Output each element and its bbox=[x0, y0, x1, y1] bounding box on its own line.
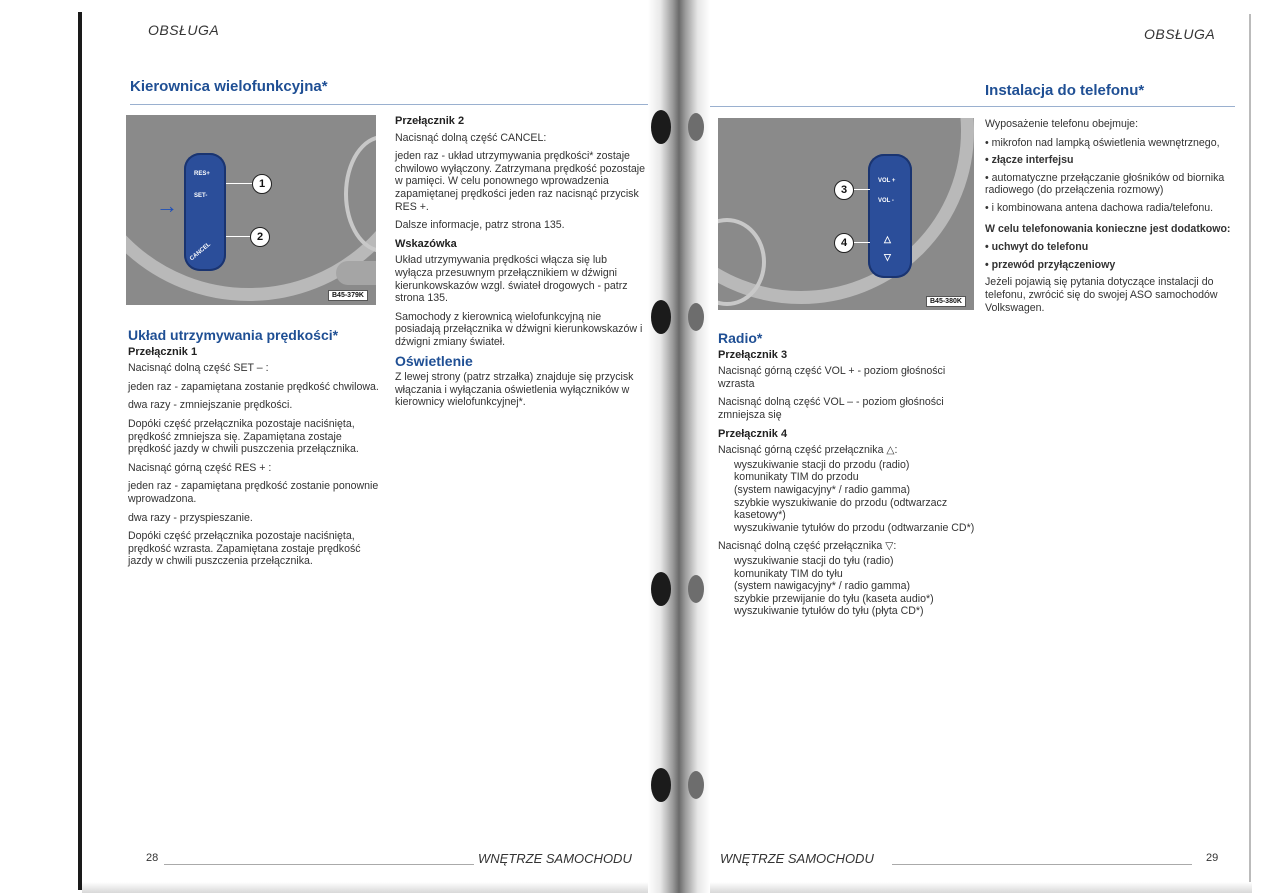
section-title: Kierownica wielofunkcyjna* bbox=[130, 78, 328, 95]
hub-emblem bbox=[336, 261, 376, 285]
paragraph: dwa razy - zmniejszanie prędkości. bbox=[128, 399, 293, 412]
binder-hole bbox=[651, 300, 671, 334]
list-item: szybkie wyszukiwanie do przodu (odtwarzacz kasetowy*) bbox=[734, 496, 948, 522]
callout-3: 3 bbox=[834, 180, 854, 200]
list-item: wyszukiwanie tytułów do tyłu (płyta CD*) bbox=[734, 605, 924, 618]
callout-line bbox=[854, 242, 870, 243]
column-subheading: Przełącznik 2 bbox=[395, 115, 465, 127]
footer-rule bbox=[164, 864, 474, 865]
paragraph: jeden raz - zapamiętana prędkość zostanie ponownie wprowadzona. bbox=[128, 480, 379, 505]
down-arrow-icon: ▽ bbox=[884, 252, 891, 262]
set-button-label: SET- bbox=[194, 193, 208, 199]
figure-code: B45-380K bbox=[926, 296, 966, 307]
binder-hole bbox=[688, 113, 704, 141]
figure-code: B45-379K bbox=[328, 290, 368, 301]
column-heading: Układ utrzymywania prędkości* bbox=[128, 327, 339, 343]
paragraph: jeden raz - zapamiętana zostanie prędkość chwilowa. bbox=[128, 380, 379, 393]
binder-hole bbox=[688, 303, 704, 331]
paragraph: Nacisnąć dolną część VOL – - poziom głośności zmniejsza się bbox=[718, 396, 944, 421]
paragraph: Nacisnąć górną część RES + : bbox=[128, 461, 272, 474]
paragraph: dwa razy - przyspieszanie. bbox=[128, 511, 253, 524]
note-heading: Wskazówka bbox=[395, 237, 457, 250]
bold-note: W celu telefonowania konieczne jest dodatkowo: bbox=[985, 222, 1231, 235]
list-item: • mikrofon nad lampką oświetlenia wewnętrznego, bbox=[985, 136, 1220, 149]
vol-down-label: VOL - bbox=[878, 198, 894, 204]
section-rule bbox=[130, 104, 648, 105]
footer-rule bbox=[892, 864, 1192, 865]
paragraph: Z lewej strony (patrz strzałka) znajduje się przycisk włączania i wyłączania oświetlenia wyłączników w kierownicy wielofunkcyjnej*. bbox=[395, 371, 634, 409]
list-item: (system nawigacyjny* / radio gamma) bbox=[734, 580, 911, 593]
column-heading: Radio* bbox=[718, 330, 763, 346]
callout-line bbox=[226, 236, 250, 237]
right-column-2 bbox=[985, 118, 1235, 320]
binder-hole bbox=[651, 768, 671, 802]
list-item: • uchwyt do telefonu bbox=[985, 241, 1089, 254]
page-number: 29 bbox=[1206, 852, 1219, 864]
left-column-2 bbox=[395, 115, 647, 415]
callout-4: 4 bbox=[834, 233, 854, 253]
page-number: 28 bbox=[146, 852, 159, 864]
backward-list bbox=[718, 555, 976, 618]
list-item: • i kombinowana antena dachowa radia/telefonu. bbox=[985, 201, 1214, 214]
paragraph: jeden raz - układ utrzymywania prędkości* zostaje chwilowo wyłączony. Zatrzymana prędkość pozostaje w pamięci. W celu ponownego wprowadzenia zapamiętanej prędkości jeden raz nacisnąć przycisk RES +. bbox=[395, 150, 646, 213]
arrow-icon: → bbox=[156, 193, 178, 218]
right-column-1 bbox=[718, 328, 976, 618]
section-rule bbox=[710, 106, 1235, 107]
button-pad bbox=[184, 153, 226, 271]
column-subheading: Przełącznik 4 bbox=[718, 427, 788, 440]
left-page bbox=[82, 0, 648, 893]
column-heading: Oświetlenie bbox=[395, 352, 473, 369]
paragraph: Nacisnąć górną część przełącznika △: bbox=[718, 444, 898, 457]
callout-2: 2 bbox=[250, 227, 270, 247]
callout-1: 1 bbox=[252, 174, 272, 194]
callout-line bbox=[854, 189, 870, 190]
footer-title: WNĘTRZE SAMOCHODU bbox=[720, 851, 874, 866]
res-button-label: RES+ bbox=[194, 171, 210, 177]
binder-hole bbox=[688, 771, 704, 799]
callout-line bbox=[226, 183, 252, 184]
forward-list bbox=[718, 459, 976, 535]
paragraph: Nacisnąć dolną część przełącznika ▽: bbox=[718, 540, 897, 553]
binder-hole bbox=[651, 110, 671, 144]
running-head: OBSŁUGA bbox=[148, 22, 220, 38]
paragraph: Dopóki część przełącznika pozostaje naciśnięta, prędkość wzrasta. Zapamiętana zostaje prędkość jazdy w chwili puszczenia przełącznika. bbox=[128, 530, 361, 568]
list-item: • złącze interfejsu bbox=[985, 154, 1074, 167]
list-item: komunikaty TIM do tyłu bbox=[734, 567, 843, 580]
up-arrow-icon: △ bbox=[884, 234, 891, 244]
list-item: wyszukiwanie stacji do tyłu (radio) bbox=[734, 554, 894, 567]
paragraph: Samochody z kierownicą wielofunkcyjną nie posiadają przełącznika w dźwigni kierunkowskazów i dźwigni zmiany świateł. bbox=[395, 310, 643, 348]
paragraph: Układ utrzymywania prędkości włącza się lub wyłącza przesuwnym przełącznikiem w dźwigni kierunkowskazów wzgl. świateł drogowych - patrz strona 135. bbox=[395, 254, 628, 305]
steering-wheel-figure bbox=[126, 115, 376, 305]
paragraph: Nacisnąć dolną część SET – : bbox=[128, 362, 269, 375]
cancel-button-label: CANCEL bbox=[188, 241, 213, 263]
page-edge-right bbox=[1249, 14, 1251, 884]
binder-hole bbox=[651, 572, 671, 606]
paragraph: Dopóki część przełącznika pozostaje naciśnięta, prędkość zmniejsza się. Zapamiętana zostaje prędkość jazdy w chwili puszczenia przełącznika. bbox=[128, 417, 359, 456]
paragraph: Wyposażenie telefonu obejmuje: bbox=[985, 118, 1139, 130]
button-pad bbox=[868, 154, 912, 278]
column-subheading: Przełącznik 3 bbox=[718, 348, 788, 361]
left-column-1 bbox=[128, 325, 380, 574]
equipment-list bbox=[985, 137, 1235, 215]
paragraph: Dalsze informacje, patrz strona 135. bbox=[395, 219, 565, 232]
section-title: Instalacja do telefonu* bbox=[985, 82, 1145, 99]
paragraph: Jeżeli pojawią się pytania dotyczące instalacji do telefonu, zwrócić się do swojej ASO samochodów Volkswagen. bbox=[985, 276, 1218, 314]
binder-hole bbox=[688, 575, 704, 603]
list-item: • przewód przyłączeniowy bbox=[985, 258, 1116, 271]
list-item: (system nawigacyjny* / radio gamma) bbox=[734, 483, 911, 496]
list-item: wyszukiwanie stacji do przodu (radio) bbox=[734, 458, 910, 471]
steering-wheel-figure bbox=[718, 118, 974, 310]
list-item: wyszukiwanie tytułów do przodu (odtwarzanie CD*) bbox=[734, 521, 975, 534]
list-item: • automatyczne przełączanie głośników od biornika radiowego (do przełączenia rozmowy) bbox=[985, 171, 1225, 197]
column-subheading: Przełącznik 1 bbox=[128, 345, 198, 358]
required-list bbox=[985, 241, 1235, 271]
paragraph: Nacisnąć górną część VOL + - poziom głośności wzrasta bbox=[718, 365, 946, 390]
list-item: komunikaty TIM do przodu bbox=[734, 471, 859, 484]
vol-up-label: VOL + bbox=[878, 178, 896, 184]
running-head: OBSŁUGA bbox=[1144, 26, 1216, 42]
right-page bbox=[710, 0, 1249, 893]
footer-title: WNĘTRZE SAMOCHODU bbox=[478, 851, 632, 866]
paragraph: Nacisnąć dolną część CANCEL: bbox=[395, 131, 547, 144]
list-item: szybkie przewijanie do tyłu (kaseta audio*) bbox=[734, 592, 934, 605]
